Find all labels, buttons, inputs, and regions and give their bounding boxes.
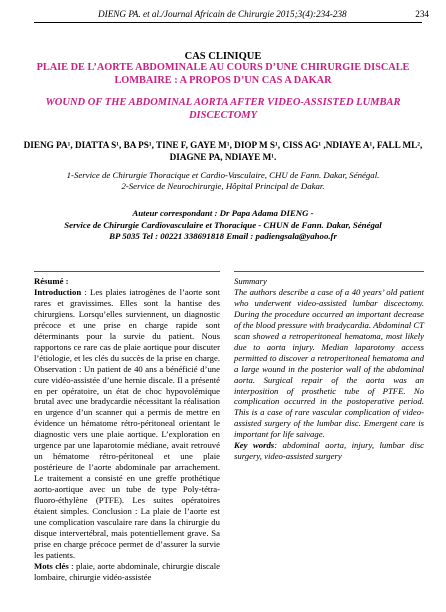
summary-rule	[234, 271, 424, 272]
corresponding-author-name: Auteur correspondant : Dr Papa Adama DIENG -	[132, 208, 314, 218]
author-list: DIENG PA¹, DIATTA S¹, BA PS¹, TINE F, GAYE M¹, DIOP M S¹, CISS AG¹ ,NDIAYE A¹, FALL ML², DIAGNE PA, NDIAYE M¹.	[23, 140, 423, 162]
article-title-english: WOUND OF THE ABDOMINAL AORTA AFTER VIDEO-ASSISTED LUMBAR DISCECTOMY	[45, 97, 401, 121]
summary-heading: Summary	[234, 276, 267, 286]
keywords-label-fr: Mots clés	[34, 560, 69, 571]
resume-rule	[34, 271, 220, 272]
running-head: DIENG PA. et al./Journal Africain de Chirurgie 2015;3(4):234-238	[98, 9, 347, 19]
corresponding-author	[20, 208, 426, 243]
header-rule	[34, 22, 422, 23]
summary-column	[234, 276, 424, 462]
resume-keywords	[34, 561, 220, 583]
section-label: CAS CLINIQUE	[184, 51, 262, 62]
keywords-text-fr: : plaie, aorte abdominale, chirurgie discale lombaire, chirurgie vidéo-assistée	[34, 560, 220, 582]
resume-column	[34, 276, 220, 583]
corresponding-author-service: Service de Chirurgie Cardiovasculaire et Thoracique - CHUN de Fann. Dakar, Sénégal	[64, 219, 382, 230]
resume-body	[34, 287, 220, 561]
keywords-text-en: : abdominal aorta, injury, lumbar disc surgery, video-assisted surgery	[234, 440, 425, 462]
article-title-french: PLAIE DE L’AORTE ABDOMINALE AU COURS D’UNE CHIRURGIE DISCALE LOMBAIRE : A PROPOS D’UN CAS A DAKAR	[36, 62, 410, 86]
resume-heading: Résumé :	[34, 276, 69, 286]
affiliation-1: 1-Service de Chirurgie Thoracique et Cardio-Vasculaire, CHU de Fann. Dakar, Sénégal.	[66, 170, 380, 180]
corresponding-author-contact: BP 5035 Tel : 00221 338691818 Email : padiengsala@yahoo.fr	[109, 231, 337, 241]
summary-keywords	[234, 440, 424, 462]
page-number: 234	[415, 9, 429, 19]
resume-text: : Les plaies iatrogènes de l’aorte sont rares et gravissimes. Elles sont la hantise des chirurgiens. Lorsqu’elles surviennent, un diagnostic précoce et une prise en charge rapide sont déterminants pour la survie du patient. Nous rapportons ce rare cas de plaie aortique pour discuter l’étiologie, et les clés du succès de la prise en charge. Observation : Un patient de 40 ans a bénéficié d’une cure vidéo-assistée d’une hernie discale. Il a présenté en per opératoire, un état de choc hypovolémique brutal avec une bradycardie nécessitant la réalisation en urgence d’un scanner qui a permis de mettre en évidence un hématome rétro-péritoneal orientant le diagnostic vers une plaie aortique. L’exploration en urgence par une laparotomie médiane, avait retrouvé un hématome rétro-péritoneal et une plaie postérieure de l’aorte abdominale par arrachement. Le traitement a consisté en une greffe prothétique aorto-aortique avec un tube de type Poly-tétra-fluoro-éthylène (PTFE). Les suites opératoires étaient simples. Conclusion : La plaie de l’aorte est une complication vasculaire rare dans la chirurgie du disque intervertébral, mais potentiellement grave. Sa prise en charge précoce permet de d’assurer la survie les patients.	[34, 286, 220, 560]
summary-text: The authors describe a case of a 40 years’ old patient who underwent video-assisted lumbar discectomy. During the procedure occurred an important decrease of the blood pressure with bradycardia. Abdominal CT scan showed a retroperitoneal hematoma, most likely due to aorta injury. Median laparotomy access permitted to discover a retroperitoneal hematoma and a large wound in the posterior wall of the abdominal aorta. Surgical repair of the aorta was an interposition of prosthetic tube of PTFE. No complication occurred in the postoperative period. This is a case of rare vascular complication of video-assisted surgery of the lumbar disc. Emergent care is important for life saivage.	[234, 286, 424, 440]
affiliations	[20, 170, 426, 192]
affiliation-2: 2-Service de Neurochirurgie, Hôpital Principal de Dakar.	[121, 181, 325, 191]
introduction-label: Introduction	[34, 286, 82, 297]
keywords-label-en: Key words	[234, 440, 275, 451]
